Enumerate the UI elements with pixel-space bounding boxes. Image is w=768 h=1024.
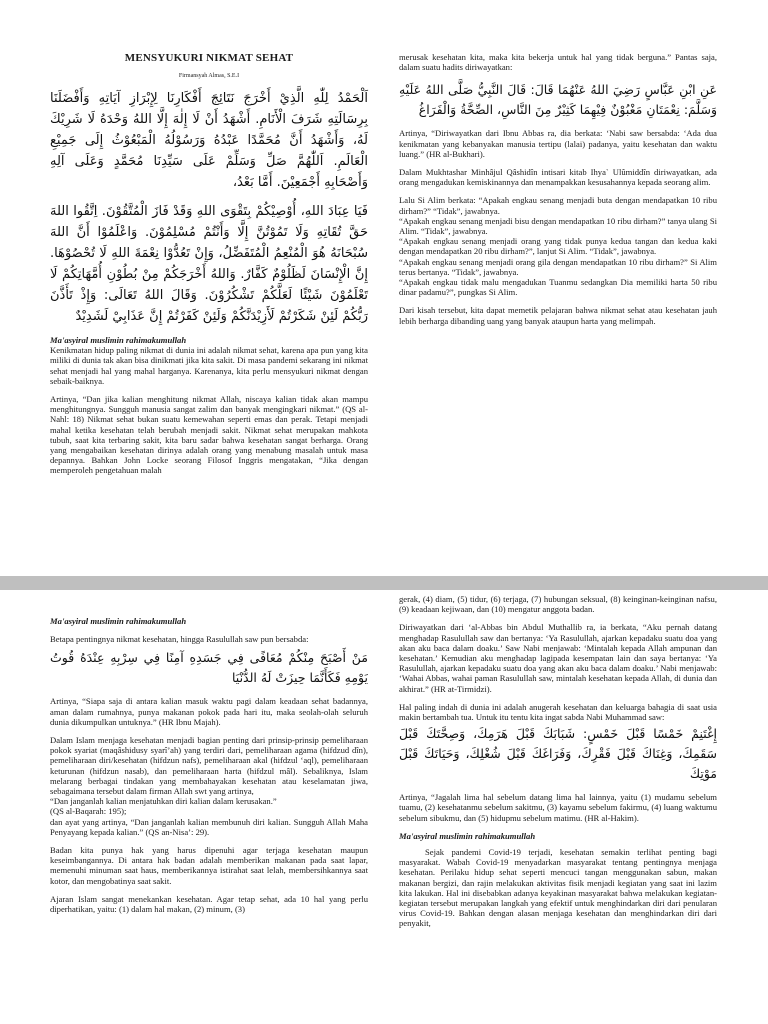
page2-right-column (399, 594, 717, 1024)
dialog-line: “Apakah engkau tidak malu mengadukan Tuanmu sedangkan Dia memiliki harta 50 ribu dinar padamu?”, pungkas Si Alim. (399, 277, 717, 298)
arabic-hadith: عَنِ ابْنِ عَبَّاسٍ رَضِيَ اللهُ عَنْهُمَا قَالَ: قَالَ النَّبِيُّ صَلَّى اللهُ عَلَيْهِ وَسَلَّمَ: نِعْمَتَانِ مَغْبُوْنٌ فِيْهِمَا كَثِيْرٌ مِنَ النَّاسِ، الصِّحَّةُ وَالْفَرَاغُ (399, 82, 717, 118)
section-heading: Ma'asyiral muslimin rahimakumullah (50, 335, 187, 345)
dialog-line: “Apakah engkau senang menjadi orang gila dengan mendapatkan 10 ribu dirham?” Si Alim terus bertanya. “Tidak”, jawabnya. (399, 256, 717, 277)
page1-left-column (50, 52, 368, 484)
author-name: Firmansyah Almas, S.E.I (178, 73, 240, 79)
paragraph: Artinya, “Diriwayatkan dari Ibnu Abbas ra, dia berkata: ‘Nabi saw bersabda: ‘Ada dua kenikmatan yang kebanyakan manusia tertipu (lalai) padanya, yaitu kesehatan dan waktu luang.” (HR al-Bukhari). (399, 128, 717, 159)
paragraph: Dalam Islam menjaga kesehatan menjadi bagian penting dari prinsip-prinsip pemeliharaan pokok syariat (maqâshidusy syarî’ah) yang terdiri dari, pemeliharaan agama (hifdzud dîn), pemeliharaan diri/kesehatan (hifdzun nafs), pemeliharaan akal (hifdzul ‘aql), pemeliharaan keturunan (hifdzun nasab), dan pemeliharaan harta (hifdzul mâl). Sebaliknya, Islam melarang berbagai tindakan yang membahayakan kesehatan atau keselamatan jiwa, sebagaimana tersebut dalam firman Allah swt yang artinya, (50, 735, 368, 797)
paragraph: Diriwayatkan dari ‘al-Abbas bin Abdul Muthallib ra, ia berkata, “Aku pernah datang menghadap Rasulullah saw dan bertanya: ‘Ya Rasulullah, ajarkan kepadaku suatu doa yang akan aku baca dalam doaku.’ Saw Nabi menjawab: ‘Mintalah kepada Allah ampunan dan kesehatan.’ Kemudian aku menghadap lagipada kesempatan lain dan saya bertanya: ‘Ya Rasulullah, ajarkan kepadaku suatu doa yang akan aku baca dalam doaku.’ Nabi menjawab: ‘Wahai Abbas, wahai paman Rasulullah saw, mintalah kesehatan kepada Allah, di dunia dan akhirat.” (HR at-Tirmidzi). (399, 622, 717, 694)
paragraph: Hal paling indah di dunia ini adalah anugerah kesehatan dan keluarga bahagia di saat usia makin bertambah tua. Untuk itu tentu kita ingat sabda Nabi Muhammad saw: (399, 701, 717, 723)
paragraph: Dalam Mukhtashar Minhâjul Qâshidîn intisari kitab Ihya` Ulûmiddîn diriwayatkan, ada orang mengadukan kemiskinannya dan menampakkan kesusahannya kepada seorang alim. (399, 167, 717, 188)
paragraph: Artinya, “Jagalah lima hal sebelum datang lima hal lainnya, yaitu (1) mudamu sebelum tuamu, (2) kesehatanmu sebelum sakitmu, (3) kayamu sebelum fakirmu, (4) luang waktumu sebelum sibukmu, dan (5) hidupmu sebelum matimu. (HR al-Hakim). (399, 792, 717, 823)
dialog-line: Lalu Si Alim berkata: “Apakah engkau senang menjadi buta dengan mendapatkan 10 ribu dirham?” “Tidak”, jawabnya. (399, 195, 717, 216)
paragraph: Betapa pentingnya nikmat kesehatan, hingga Rasulullah saw pun bersabda: (50, 634, 309, 645)
section-heading: Ma'asyiral muslimin rahimakumullah (50, 616, 187, 626)
arabic-opening-praise: اَلْحَمْدُ لِلّٰهِ الَّذِيْ أَخْرَجَ نَتَائِجَ أَفْكَارِنَا لِإِبْرَازِ آيَاتِهِ وَأَفْضَلَنَا بِرِسَالَتِهِ شَرَفَ الْأَنَامِ. أَشْهَدُ أَنْ لَا إِلٰهَ إِلَّا اللهُ وَحْدَهُ لَا شَرِيْكَ لَهُ، وَأَشْهَدُ أَنَّ مُحَمَّدًا عَبْدُهُ وَرَسُوْلُهُ الْمَبْعُوْثُ إِلَى جَمِيْعِ الْعَالَمِ. اَللّٰهُمَّ صَلِّ وَسَلِّمْ عَلَى سَيِّدِنَا مُحَمَّدٍ وَعَلَى آلِهِ وَأَصْحَابِهِ أَجْمَعِيْنَ. أَمَّا بَعْدُ، (50, 91, 368, 190)
document-title: MENSYUKURI NIKMAT SEHAT (124, 52, 294, 64)
paragraph: Dari kisah tersebut, kita dapat memetik pelajaran bahwa nikmat sehat atau kesehatan jauh lebih berharga dibanding uang yang banyak ataupun harta yang melimpah. (399, 305, 717, 326)
page1-right-column (399, 52, 717, 334)
arabic-opening-advice: فَيَا عِبَادَ اللهِ، أُوْصِيْكُمْ بِتَقْوَى اللهِ وَقَدْ فَازَ الْمُتَّقُوْنَ. اِتَّقُوا اللهَ حَقَّ تُقَاتِهِ وَلَا تَمُوْتُنَّ إِلَّا وَأَنْتُمْ مُسْلِمُوْنَ. وَاعْلَمُوْا أَنَّ اللهَ سُبْحَانَهُ هُوَ الْمُنْعِمُ الْمُتَفَضِّلُ، وَإِنْ تَعُدُّوْا نِعْمَةَ اللهِ لَا تُحْصُوْهَا. إِنَّ الْإِنْسَانَ لَظَلُوْمٌ كَفَّارٌ. وَاللهُ أَخْرَجَكُمْ مِنْ بُطُوْنِ أُمَّهَاتِكُمْ لَا تَعْلَمُوْنَ شَيْئًا لَعَلَّكُمْ تَشْكُرُوْنَ. وَقَالَ اللهُ تَعَالَى: وَإِذْ تَأَذَّنَ رَبُّكُمْ لَئِنْ شَكَرْتُمْ لَأَزِيْدَنَّكُمْ وَلَئِنْ كَفَرْتُمْ إِنَّ عَذَابِيْ لَشَدِيْدٌ (50, 204, 368, 324)
paragraph: Kenikmatan hidup paling nikmat di dunia ini adalah nikmat sehat, karena apa pun yang kita miliki di dunia tak akan bisa dinikmati jika kita sakit. Di masa pandemi sekarang ini nikmat sehat menjadi hal yang mahal harganya. Karenanya, kita perlu mensyukuri nikmat dengan sebaik-baiknya. (50, 345, 368, 386)
paragraph: Artinya, “Dan jika kalian menghitung nikmat Allah, niscaya kalian tidak akan mampu menghitungnya. Sungguh manusia sangat zalim dan banyak mengingkari nikmat.” (QS al-Nahl: 18) Nikmat sehat bukan suatu kemewahan seperti emas dan perak. Tetapi menjadi mahal ketika kesehatan telah berubah menjadi sakit. Nikmat sehat merupakan mahkota tubuh, saat kita terbaring sakit, kita baru sadar bahwa kesehatan sangat berharga. Orang yang mengabaikan kesehatan dirinya adalah orang yang menabung masalah untuk masa depannya. Bahkan John Locke seorang Filosof Inggris mengatakan, “Jika dengan memperoleh pengetahuan malah (50, 394, 368, 476)
paragraph: gerak, (4) diam, (5) tidur, (6) terjaga, (7) hubungan seksual, (8) keinginan-keinginan nafsu, (9) keadaan kejiwaan, dan (10) mengatur anggota badan. (399, 594, 717, 615)
paragraph: Ajaran Islam sangat menekankan kesehatan. Agar tetap sehat, ada 10 hal yang perlu diperhatikan, yaitu: (1) dalam hal makan, (2) minum, (3) (50, 893, 368, 915)
quote-line: “Dan janganlah kalian menjatuhkan diri kalian dalam kerusakan.” (50, 796, 277, 807)
arabic-hadith: مَنْ أَصْبَحَ مِنْكُمْ مُعَافًى فِي جَسَدِهِ آمِنًا فِي سِرْبِهِ عِنْدَهُ قُوتُ يَوْمِهِ فَكَأَنَّمَا حِيزَتْ لَهُ الدُّنْيَا (50, 650, 368, 686)
dialog-line: “Apakah engkau senang menjadi bisu dengan mendapatkan 10 ribu dirham?” tanya ulang Si Alim. “Tidak”, jawabnya. (399, 215, 717, 237)
quote-line: dan ayat yang artinya, “Dan janganlah kalian membunuh diri kalian. Sungguh Allah Maha Penyayang kepada kalian.” (QS an-Nisa’: 29). (50, 816, 368, 837)
arabic-hadith: إِغْتَنِمْ خَمْسًا قَبْلَ خَمْسٍ: شَبَابَكَ قَبْلَ هَرَمِكَ، وَصِحَّتَكَ قَبْلَ سَقَمِكَ، وَغِنَاكَ قَبْلَ فَقْرِكَ، وَفَرَاغَكَ قَبْلَ شُغْلِكَ، وَحَيَاتَكَ قَبْلَ مَوْتِكَ (399, 726, 717, 782)
page-separator (0, 576, 768, 590)
paragraph: Badan kita punya hak yang harus dipenuhi agar terjaga kesehatan maupun keseimbangannya. Di antara hak badan adalah memberikan makanan pada saat lapar, memenuhi minuman saat haus, memberikannya istirahat saat lelah, membersihkannya saat kotor, dan mengobatinya saat sakit. (50, 845, 368, 886)
dialog-line: “Apakah engkau senang menjadi orang yang tidak punya kedua tangan dan kedua kaki dengan mendapatkan 20 ribu dirham?”, lanjut Si Alim. “Tidak”, jawabnya. (399, 236, 717, 257)
page2-left-column (50, 616, 368, 1024)
paragraph: merusak kesehatan kita, maka kita bekerja untuk hal yang tidak berguna.” Pantas saja, dalam suatu hadits diriwayatkan: (399, 52, 717, 73)
quote-reference: (QS al-Baqarah: 195); (50, 806, 127, 817)
paragraph: Artinya, “Siapa saja di antara kalian masuk waktu pagi dalam keadaan sehat badannya, aman dalam rumahnya, punya makanan pokok pada hari itu, maka seolah-olah seluruh dunia dikumpulkan untuknya.” (HR Ibnu Majah). (50, 696, 368, 727)
paragraph: Sejak pandemi Covid-19 terjadi, kesehatan semakin terlihat penting bagi masyarakat. Wabah Covid-19 menyadarkan masyarakat tentang pentingnya menjaga kesehatan. Perilaku hidup sehat seperti mencuci tangan menggunakan sabun, makan makanan bergizi, dan rajin melakukan aktivitas fisik menjadi kegiatan yang saat ini lazim kita lakukan. Hal ini disebabkan adanya keyakinan masyarakat bahwa melakukan kegiatan-kegiatan tersebut merupakan langkah yang efektif untuk menghindarkan diri dari penularan virus Covid-19. Bahkan dengan alasan menjaga kesehatan dan menghindarkan diri dari penyakit, (399, 847, 717, 929)
section-heading: Ma'asyiral muslimin rahimakumullah (399, 830, 536, 841)
